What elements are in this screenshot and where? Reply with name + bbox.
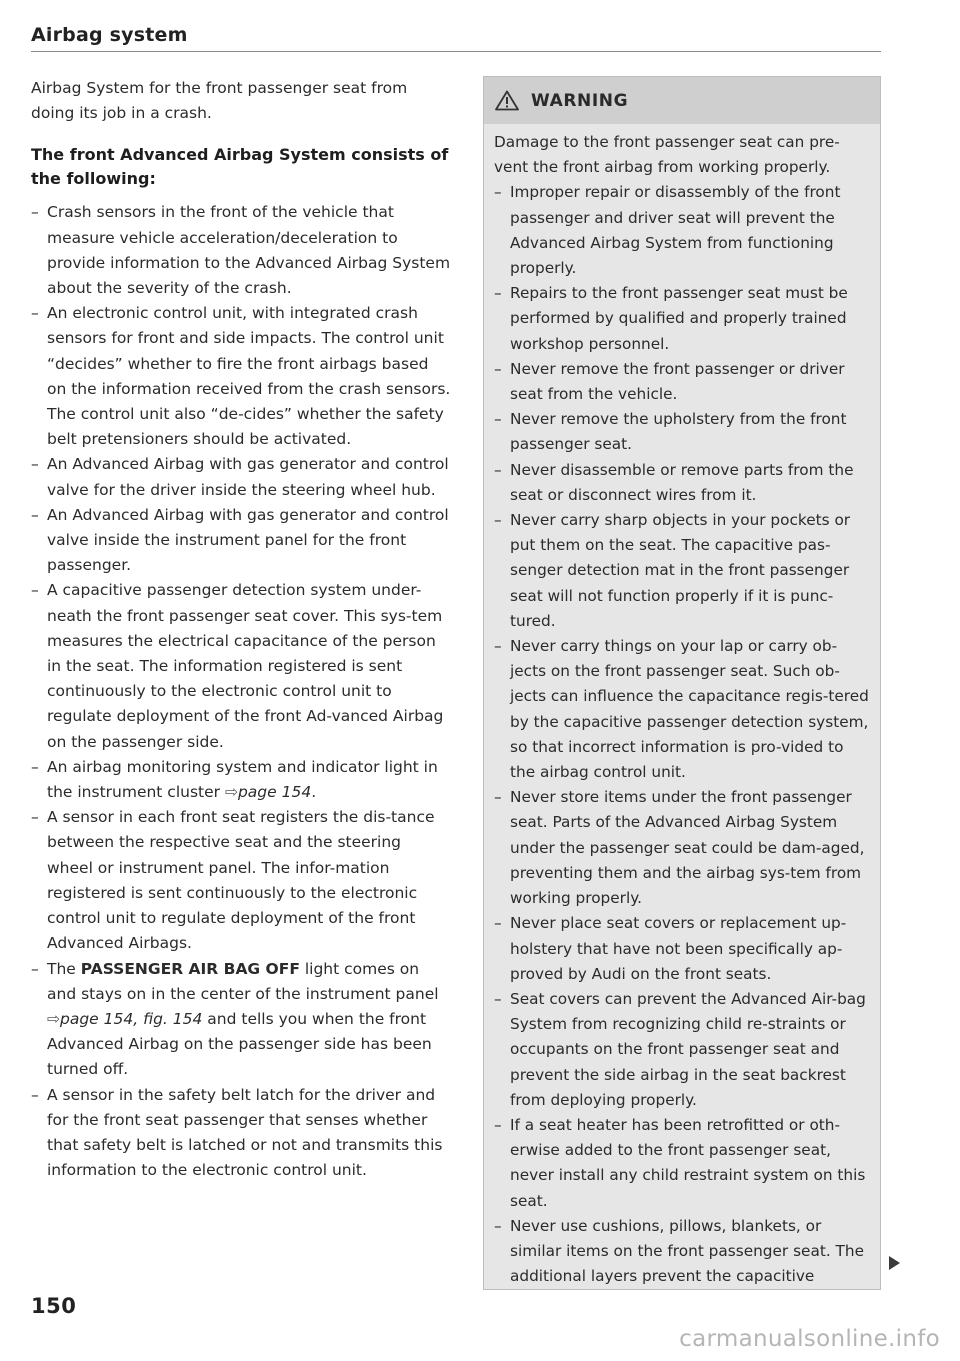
warning-list	[494, 180, 870, 1289]
list-item-text: light comes on and stays on in the center of the instrument panel	[47, 959, 439, 1003]
list-item-end: .	[311, 783, 317, 802]
list-item: – Crash sensors in the front of the vehicle that measure vehicle acceleration/deceleration to provide information to the Advanced Airbag System about the severity of the crash.	[31, 200, 451, 301]
list-item: – A sensor in each front seat registers the dis-tance between the respective seat and the steering wheel or instrument panel. The infor-mation registered is sent continuously to the electronic control unit to regulate deployment of the front Advanced Airbags.	[31, 805, 451, 956]
warning-item: – Never store items under the front passenger seat. Parts of the Advanced Airbag System under the passenger seat could be dam-aged, preventing them and the airbag sys-tem from working properly.	[494, 785, 870, 911]
list-item-text: An airbag monitoring system and indicator light in the instrument cluster	[47, 757, 438, 802]
list-item	[31, 755, 451, 805]
warning-box	[483, 76, 881, 1290]
page-figure-reference-link[interactable]: page 154, fig. 154	[60, 1009, 203, 1028]
page-ref-arrow-icon: ⇨	[47, 1009, 60, 1028]
subheading: The front Advanced Airbag System consists of the following:	[31, 145, 449, 189]
list-item-text: and tells you when the front Advanced Airbag on the passenger side has been turned off.	[47, 1009, 432, 1079]
warning-title: WARNING	[531, 90, 629, 111]
list-item-text: The	[47, 959, 81, 978]
warning-item: – Never disassemble or remove parts from the seat or disconnect wires from it.	[494, 458, 870, 508]
warning-item: – If a seat heater has been retrofitted or oth-erwise added to the front passenger seat, never install any child restraint system on this seat.	[494, 1113, 870, 1214]
warning-item: – Improper repair or disassembly of the front passenger and driver seat will prevent the Advanced Airbag System from functioning properly.	[494, 180, 870, 281]
warning-triangle-icon	[495, 90, 519, 111]
warning-item: – Never carry things on your lap or carry ob-jects on the front passenger seat. Such ob-jects can influence the capacitance regis-tered by the capacitive passenger detection system, so that incorrect information is pro-vided to the airbag control unit.	[494, 634, 870, 785]
page-number: 150	[31, 1294, 77, 1318]
warning-header	[484, 77, 880, 124]
components-list	[31, 200, 451, 1183]
continue-arrow-icon[interactable]	[889, 1256, 900, 1270]
list-item: – A sensor in the safety belt latch for the driver and for the front seat passenger that senses whether that safety belt is latched or not and transmits this information to the electronic control unit.	[31, 1083, 451, 1184]
intro-paragraph: Airbag System for the front passenger seat from doing its job in a crash.	[31, 79, 408, 123]
warning-item: – Seat covers can prevent the Advanced Air-bag System from recognizing child re-straints or occupants on the front passenger seat and prevent the side airbag in the seat backrest from deploying properly.	[494, 987, 870, 1113]
list-item: – An Advanced Airbag with gas generator and control valve inside the instrument panel for the front passenger.	[31, 503, 451, 579]
page-reference-link[interactable]: page 154	[237, 783, 312, 802]
list-item: – An Advanced Airbag with gas generator and control valve for the driver inside the steering wheel hub.	[31, 452, 451, 502]
warning-item: – Never use cushions, pillows, blankets, or similar items on the front passenger seat. The additional layers prevent the capacitive	[494, 1214, 870, 1290]
warning-item: – Repairs to the front passenger seat must be performed by qualified and properly trained workshop personnel.	[494, 281, 870, 357]
passenger-airbag-off-label: PASSENGER AIR BAG OFF	[80, 959, 300, 978]
warning-item: – Never carry sharp objects in your pockets or put them on the seat. The capacitive pas-senger detection mat in the front passenger seat will not function properly if it is punc-tured.	[494, 508, 870, 634]
list-item	[31, 957, 451, 1083]
section-title: Airbag system	[31, 24, 188, 46]
watermark: carmanualsonline.info	[679, 1326, 940, 1352]
list-item: – A capacitive passenger detection system under-neath the front passenger seat cover. This sys-tem measures the electrical capacitance of the person in the seat. The information registered is sent continuously to the electronic control unit to regulate deployment of the front Ad-vanced Airbag on the passenger side.	[31, 578, 451, 754]
list-item: – An electronic control unit, with integrated crash sensors for front and side impacts. The control unit “decides” whether to fire the front airbags based on the information received from the crash sensors. The control unit also “de-cides” whether the safety belt pretensioners should be activated.	[31, 301, 451, 452]
warning-intro: Damage to the front passenger seat can pre-vent the front airbag from working properly.	[494, 133, 840, 177]
warning-item: – Never remove the front passenger or driver seat from the vehicle.	[494, 357, 870, 407]
page-ref-arrow-icon: ⇨	[224, 783, 238, 802]
left-column	[31, 76, 451, 1183]
header-divider	[31, 51, 881, 52]
warning-body	[484, 124, 880, 1289]
warning-item: – Never remove the upholstery from the front passenger seat.	[494, 407, 870, 457]
warning-item: – Never place seat covers or replacement up-holstery that have not been specifically ap-proved by Audi on the front seats.	[494, 911, 870, 987]
